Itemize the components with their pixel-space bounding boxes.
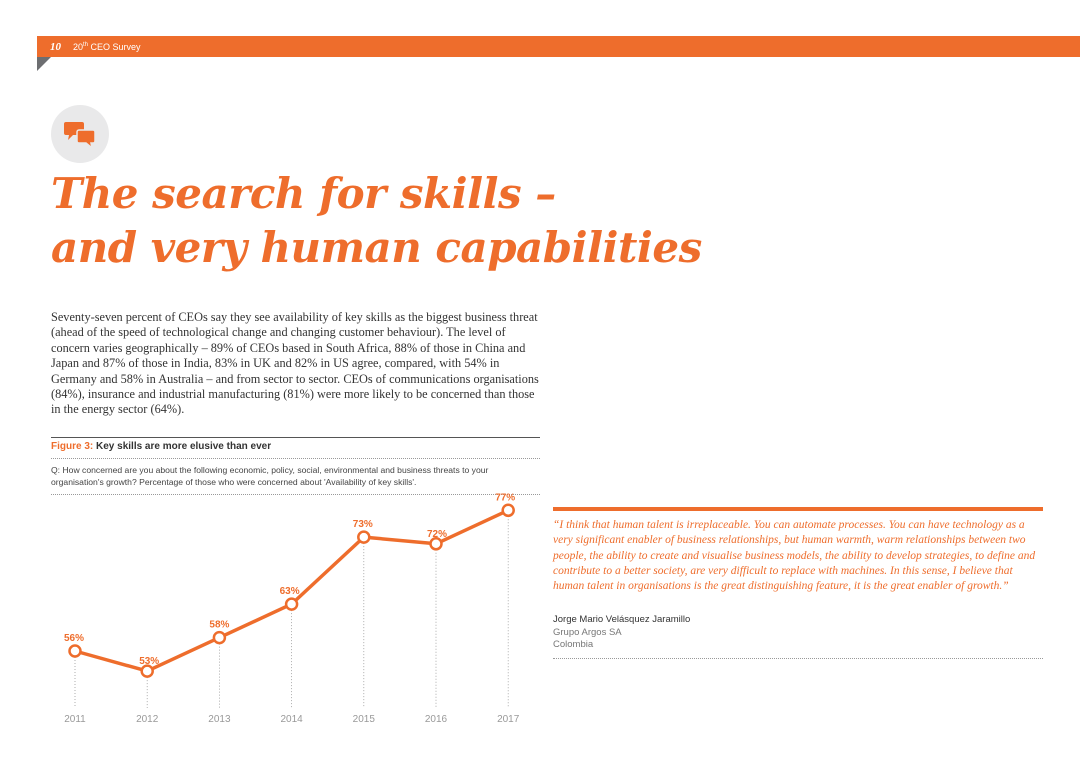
chart-data-label-2013: 58%	[209, 619, 230, 631]
chart-x-tick-2015: 2015	[352, 714, 375, 725]
figure-top-rule	[51, 437, 540, 438]
chart-x-tick-2017: 2017	[497, 714, 520, 725]
publication-title-prefix: 20	[73, 41, 84, 52]
page-fold-corner	[37, 57, 51, 71]
page-header-bar	[37, 36, 1080, 57]
headline-line-2: and very human capabilities	[51, 223, 702, 272]
chart-x-tick-2013: 2013	[208, 714, 231, 725]
intro-paragraph: Seventy-seven percent of CEOs say they see availability of key skills as the biggest business threat (ahead of the speed of technological change and changing customer behaviour). The level of concern varies geographically – 89% of CEOs based in South Africa, 88% of those in China and Japan and 87% of those in India, 83% in UK and 82% in US agree, compared, with 54% in Germany and 58% in Australia – and from sector to sector. CEOs of communications organisations (84%), insurance and industrial manufacturing (81%) were more likely to be concerned than those in the energy sector (64%).	[51, 310, 539, 417]
chart-point-2012	[142, 666, 153, 677]
speech-bubbles-icon	[64, 120, 96, 150]
quote-author: Jorge Mario Velásquez Jaramillo	[553, 614, 691, 625]
chart-point-2017	[503, 505, 514, 516]
chart-x-tick-2012: 2012	[136, 714, 159, 725]
chart-point-2016	[431, 538, 442, 549]
headline-line-1: The search for skills –	[51, 169, 556, 218]
chart-point-2015	[358, 532, 369, 543]
chart-data-label-2014: 63%	[279, 586, 300, 598]
chart-point-2011	[70, 646, 81, 657]
chart-x-tick-2014: 2014	[280, 714, 303, 725]
figure-title-text: Key skills are more elusive than ever	[96, 441, 272, 452]
chart-data-label-2017: 77%	[495, 492, 516, 504]
key-skills-line-chart	[0, 492, 545, 735]
chart-data-label-2016: 72%	[426, 528, 448, 540]
chart-data-label-2012: 53%	[139, 656, 160, 668]
figure-title-divider	[51, 458, 540, 459]
quote-accent-bar	[553, 507, 1043, 511]
figure-question: Q: How concerned are you about the following economic, policy, social, environmental and business threats to your organisation's growth? Percentage of those who were concerned about 'Availability of key skills'.	[51, 465, 489, 487]
chart-data-label-2011: 56%	[63, 633, 85, 644]
quote-bottom-rule	[553, 658, 1043, 659]
chat-icon-badge	[51, 105, 109, 163]
publication-title-suffix: CEO Survey	[88, 41, 141, 52]
figure-number: Figure 3:	[51, 441, 94, 452]
figure-title	[51, 441, 271, 452]
page-headline	[51, 167, 702, 275]
chart-x-tick-2016: 2016	[424, 714, 448, 725]
quote-company: Grupo Argos SA	[553, 627, 622, 638]
figure-question-divider	[51, 494, 540, 495]
chart-point-2014	[286, 599, 297, 610]
publication-title-superscript: th	[83, 41, 89, 48]
chart-data-label-2015: 73%	[352, 519, 373, 531]
page-number: 10	[50, 40, 61, 53]
pull-quote: “I think that human talent is irreplaceable. You can automate processes. You can have technology as a very significant enabler of business relationships, but human warmth, warm relationships between two people, the ability to create and visualise business models, the ability to develop strategies, to define and contribute to a better society, are very difficult to replace with machines. In this sense, I believe that human talent in organisations is the great distinguishing feature, it is the great enabler of growth.”	[553, 519, 1036, 593]
quote-country: Colombia	[553, 639, 594, 650]
publication-title	[73, 42, 141, 52]
chart-x-tick-2011: 2011	[64, 714, 86, 725]
chart-point-2013	[214, 632, 225, 643]
